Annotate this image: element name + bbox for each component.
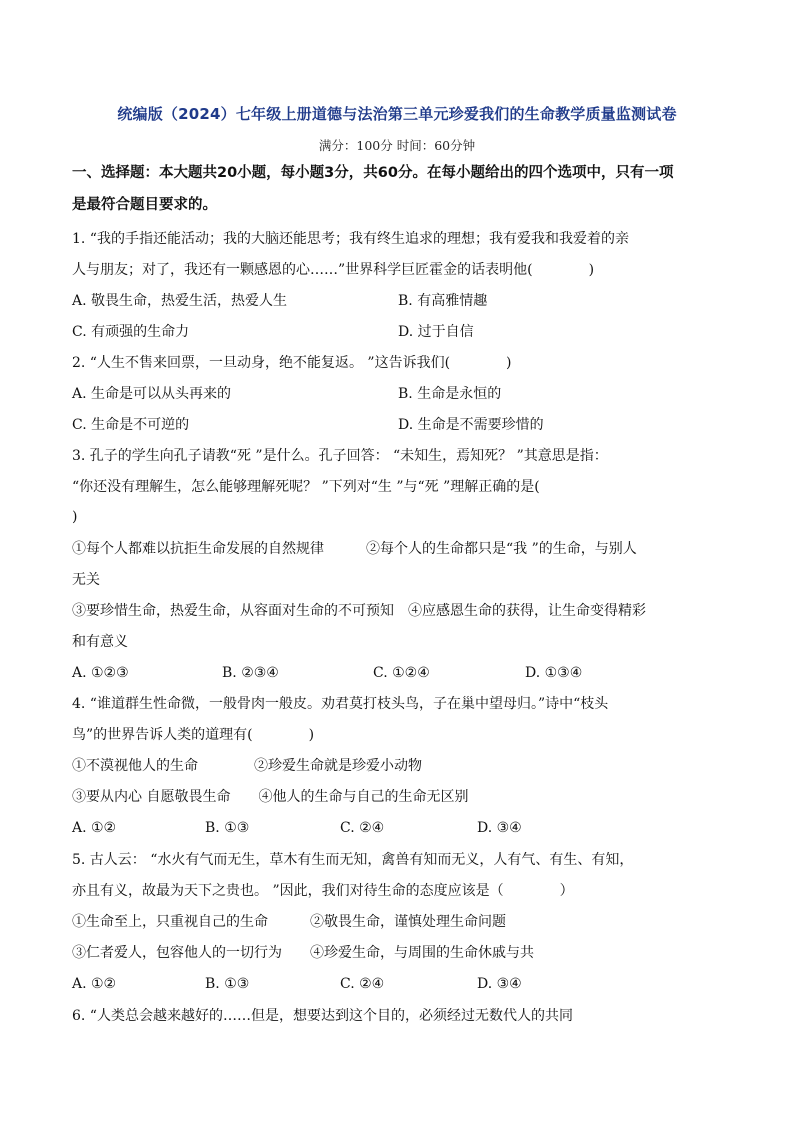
- q5-option-b: B. ①③: [205, 976, 250, 992]
- q4-option-c: C. ②④: [340, 820, 385, 836]
- q5-statement-2: ③仁者爱人，包容他人的一切行为 ④珍爱生命，与周围的生命休戚与共: [72, 945, 534, 961]
- exam-meta: 满分：100分 时间：60分钟: [318, 138, 476, 153]
- q5-option-c: C. ②④: [340, 976, 385, 992]
- q3-statement-2-cont: 和有意义: [72, 634, 128, 650]
- q1-stem-line-2: 人与朋友；对了，我还有一颗感恩的心……”世界科学巨匠霍金的话表明他( ): [72, 262, 595, 278]
- q1-option-c: C. 有顽强的生命力: [72, 324, 190, 340]
- q3-statement-1-cont: 无关: [72, 572, 100, 588]
- exam-title: 统编版（2024）七年级上册道德与法治第三单元珍爱我们的生命教学质量监测试卷: [117, 105, 677, 123]
- q4-stem-line-2: 鸟”的世界告诉人类的道理有( ): [72, 727, 315, 743]
- q1-stem-line-1: 1. “我的手指还能活动；我的大脑还能思考；我有终生追求的理想；我有爱我和我爱着的亲: [72, 231, 629, 247]
- q1-option-a: A. 敬畏生命，热爱生活，热爱人生: [72, 293, 288, 309]
- q2-option-d: D. 生命是不需要珍惜的: [398, 417, 544, 433]
- q1-option-d: D. 过于自信: [398, 324, 474, 340]
- q3-option-a: A. ①②③: [72, 665, 129, 681]
- q4-option-d: D. ③④: [477, 820, 522, 836]
- q3-statement-2: ③要珍惜生命，热爱生命，从容面对生命的不可预知 ④应感恩生命的获得，让生命变得精彩: [72, 603, 646, 619]
- q5-stem-line-1: 5. 古人云： “水火有气而无生，草木有生而无知，禽兽有知而无义，人有气、有生、有知，: [72, 852, 634, 868]
- q1-option-b: B. 有高雅情趣: [398, 293, 488, 309]
- q3-statement-1: ①每个人都难以抗拒生命发展的自然规律 ②每个人的生命都只是“我 ”的生命，与别人: [72, 541, 637, 557]
- q2-stem-line-1: 2. “人生不售来回票，一旦动身，绝不能复返。 ”这告诉我们( ): [72, 355, 512, 371]
- q4-option-a: A. ①②: [72, 820, 117, 836]
- section-heading-line-1: 一、选择题：本大题共20小题，每小题3分，共60分。在每小题给出的四个选项中，只有一项: [72, 165, 674, 181]
- q4-stem-line-1: 4. “谁道群生性命微，一般骨肉一般皮。劝君莫打枝头鸟，子在巢中望母归。”诗中“枝头: [72, 696, 609, 712]
- q3-option-c: C. ①②④: [373, 665, 430, 681]
- q5-option-d: D. ③④: [477, 976, 522, 992]
- q5-stem-line-2: 亦且有义，故最为天下之贵也。 ”因此，我们对待生命的态度应该是（ ）: [72, 883, 574, 899]
- q2-option-a: A. 生命是可以从头再来的: [72, 386, 232, 402]
- q4-statement-1: ①不漠视他人的生命 ②珍爱生命就是珍爱小动物: [72, 758, 422, 774]
- q3-option-b: B. ②③④: [222, 665, 279, 681]
- q2-option-b: B. 生命是永恒的: [398, 386, 502, 402]
- q3-stem-line-1: 3. 孔子的学生向孔子请教“死 ”是什么。孔子回答： “未知生，焉知死？ ”其意思是指：: [72, 448, 608, 464]
- q4-statement-2: ③要从内心 自愿敬畏生命 ④他人的生命与自己的生命无区别: [72, 789, 469, 805]
- q2-option-c: C. 生命是不可逆的: [72, 417, 190, 433]
- section-heading-line-2: 是最符合题目要求的。: [72, 197, 217, 213]
- q4-option-b: B. ①③: [205, 820, 250, 836]
- q6-stem-line-1: 6. “人类总会越来越好的……但是，想要达到这个目的，必须经过无数代人的共同: [72, 1008, 573, 1024]
- q3-option-d: D. ①③④: [525, 665, 583, 681]
- q3-stem-line-3: ): [72, 509, 78, 525]
- q5-statement-1: ①生命至上，只重视自己的生命 ②敬畏生命，谨慎处理生命问题: [72, 914, 506, 930]
- q5-option-a: A. ①②: [72, 976, 117, 992]
- q3-stem-line-2: “你还没有理解生，怎么能够理解死呢？ ”下列对“生 ”与“死 ”理解正确的是(: [72, 479, 540, 495]
